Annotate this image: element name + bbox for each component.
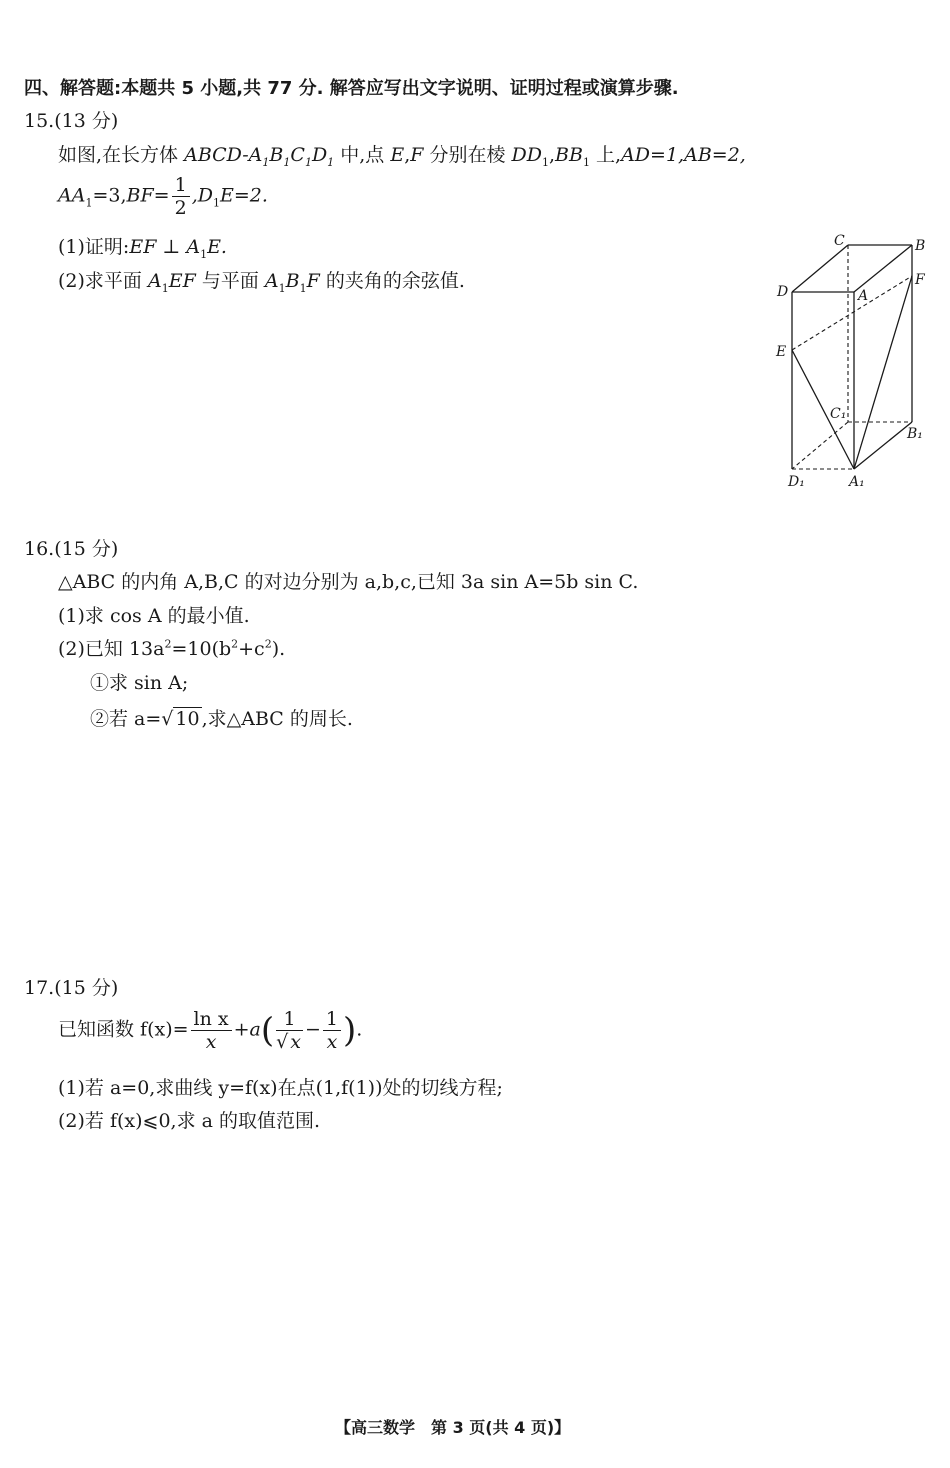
label-d1: D₁ [788, 474, 805, 490]
q16-sub1: ①求 sin A; [90, 672, 189, 694]
q15-intro-text: 如图,在长方体 [58, 144, 179, 166]
q15-edge-bb1: BB [555, 144, 583, 166]
q15-aa1: AA [58, 184, 86, 207]
section-header: 四、解答题:本题共 5 小题,共 77 分. 解答应写出文字说明、证明过程或演算步骤. [24, 78, 679, 99]
q15-d1e: ,D [191, 184, 213, 207]
q15-point-e: E [390, 144, 405, 166]
q16-part2: (2)已知 $13a^2=10(b^2+c^2)$. [58, 637, 286, 660]
label-f: F [915, 272, 925, 288]
label-c1: C₁ [830, 406, 847, 422]
q15-solid-suffix: $-A_1B_1C_1D_1$ [242, 144, 335, 169]
q16-number: 16. [24, 538, 55, 560]
q16-sub2: ②若 a=√ 10 ,求△ABC 的周长. [90, 708, 353, 730]
label-b1: B₁ [907, 426, 923, 442]
q15-score: (13 分) [54, 110, 119, 132]
label-c: C [834, 233, 845, 249]
q16-part1: (1)求 cos A 的最小值. [58, 605, 250, 627]
q17-sqrt-fraction: $\frac{1}{√ x}$ [276, 1008, 301, 1053]
page-footer: 【高三数学 第 3 页(共 4 页)】 [335, 1418, 571, 1437]
label-a1: A₁ [849, 474, 865, 490]
q16-intro: △ABC 的内角 A,B,C 的对边分别为 a,b,c,已知 3a sin A=5b sin C. [58, 571, 639, 593]
q16-heading [24, 534, 118, 561]
q17-ln-fraction: $\frac{\text{ln x}}{x}$ [191, 1008, 232, 1053]
label-b: B [915, 238, 926, 254]
label-d: D [777, 284, 789, 300]
q15-solid-name: ABCD [184, 144, 243, 166]
q15-intro-middle: 中,点 [340, 144, 385, 166]
q15-point-f: F [410, 144, 424, 166]
q15-bf-fraction: $\frac{1}{2}$ [172, 174, 190, 219]
q15-part1: (1)证明:EF ⊥ $A_1E$. [58, 236, 227, 261]
q17-part1: (1)若 a=0,求曲线 y=f(x)在点(1,f(1))处的切线方程; [58, 1077, 503, 1099]
cuboid-figure [760, 228, 940, 500]
q17-number: 17. [24, 977, 55, 999]
label-a: A [858, 288, 869, 304]
q15-part2: (2)求平面 $A_1EF$ 与平面 $A_1B_1F$ 的夹角的余弦值. [58, 270, 465, 295]
q15-number: 15. [24, 110, 55, 132]
q15-values-line: $AA_1=3,BF=$ $\frac{1}{2}$ $,D_1E=2$. [58, 174, 268, 219]
q17-function: 已知函数 f(x)= $\frac{\text{ln x}}{x}$ +a( $\frac{1}{√ x}$ − $\frac{1}{x}$ ). [58, 1008, 363, 1053]
q17-heading [24, 973, 118, 1000]
q17-score: (15 分) [54, 977, 119, 999]
q15-bf: BF= [126, 184, 170, 207]
label-e: E [776, 344, 787, 360]
q17-inv-fraction: $\frac{1}{x}$ [323, 1008, 341, 1053]
q17-part2: (2)若 f(x)⩽0,求 a 的取值范围. [58, 1110, 321, 1132]
q15-on-edges: 分别在棱 [429, 144, 506, 166]
q15-edge-dd1: DD [511, 144, 542, 166]
q15-intro-line: 如图,在长方体 ABCD-$A_1B_1C_1D_1$ 中,点 E,F 分别在棱 $DD_1,BB_1$ 上,AD=1,AB=2, [58, 144, 746, 169]
q15-heading [24, 106, 118, 133]
q15-ad: AD=1, [621, 144, 685, 166]
q16-score: (15 分) [54, 538, 119, 560]
q15-ab: AB=2, [684, 144, 746, 166]
